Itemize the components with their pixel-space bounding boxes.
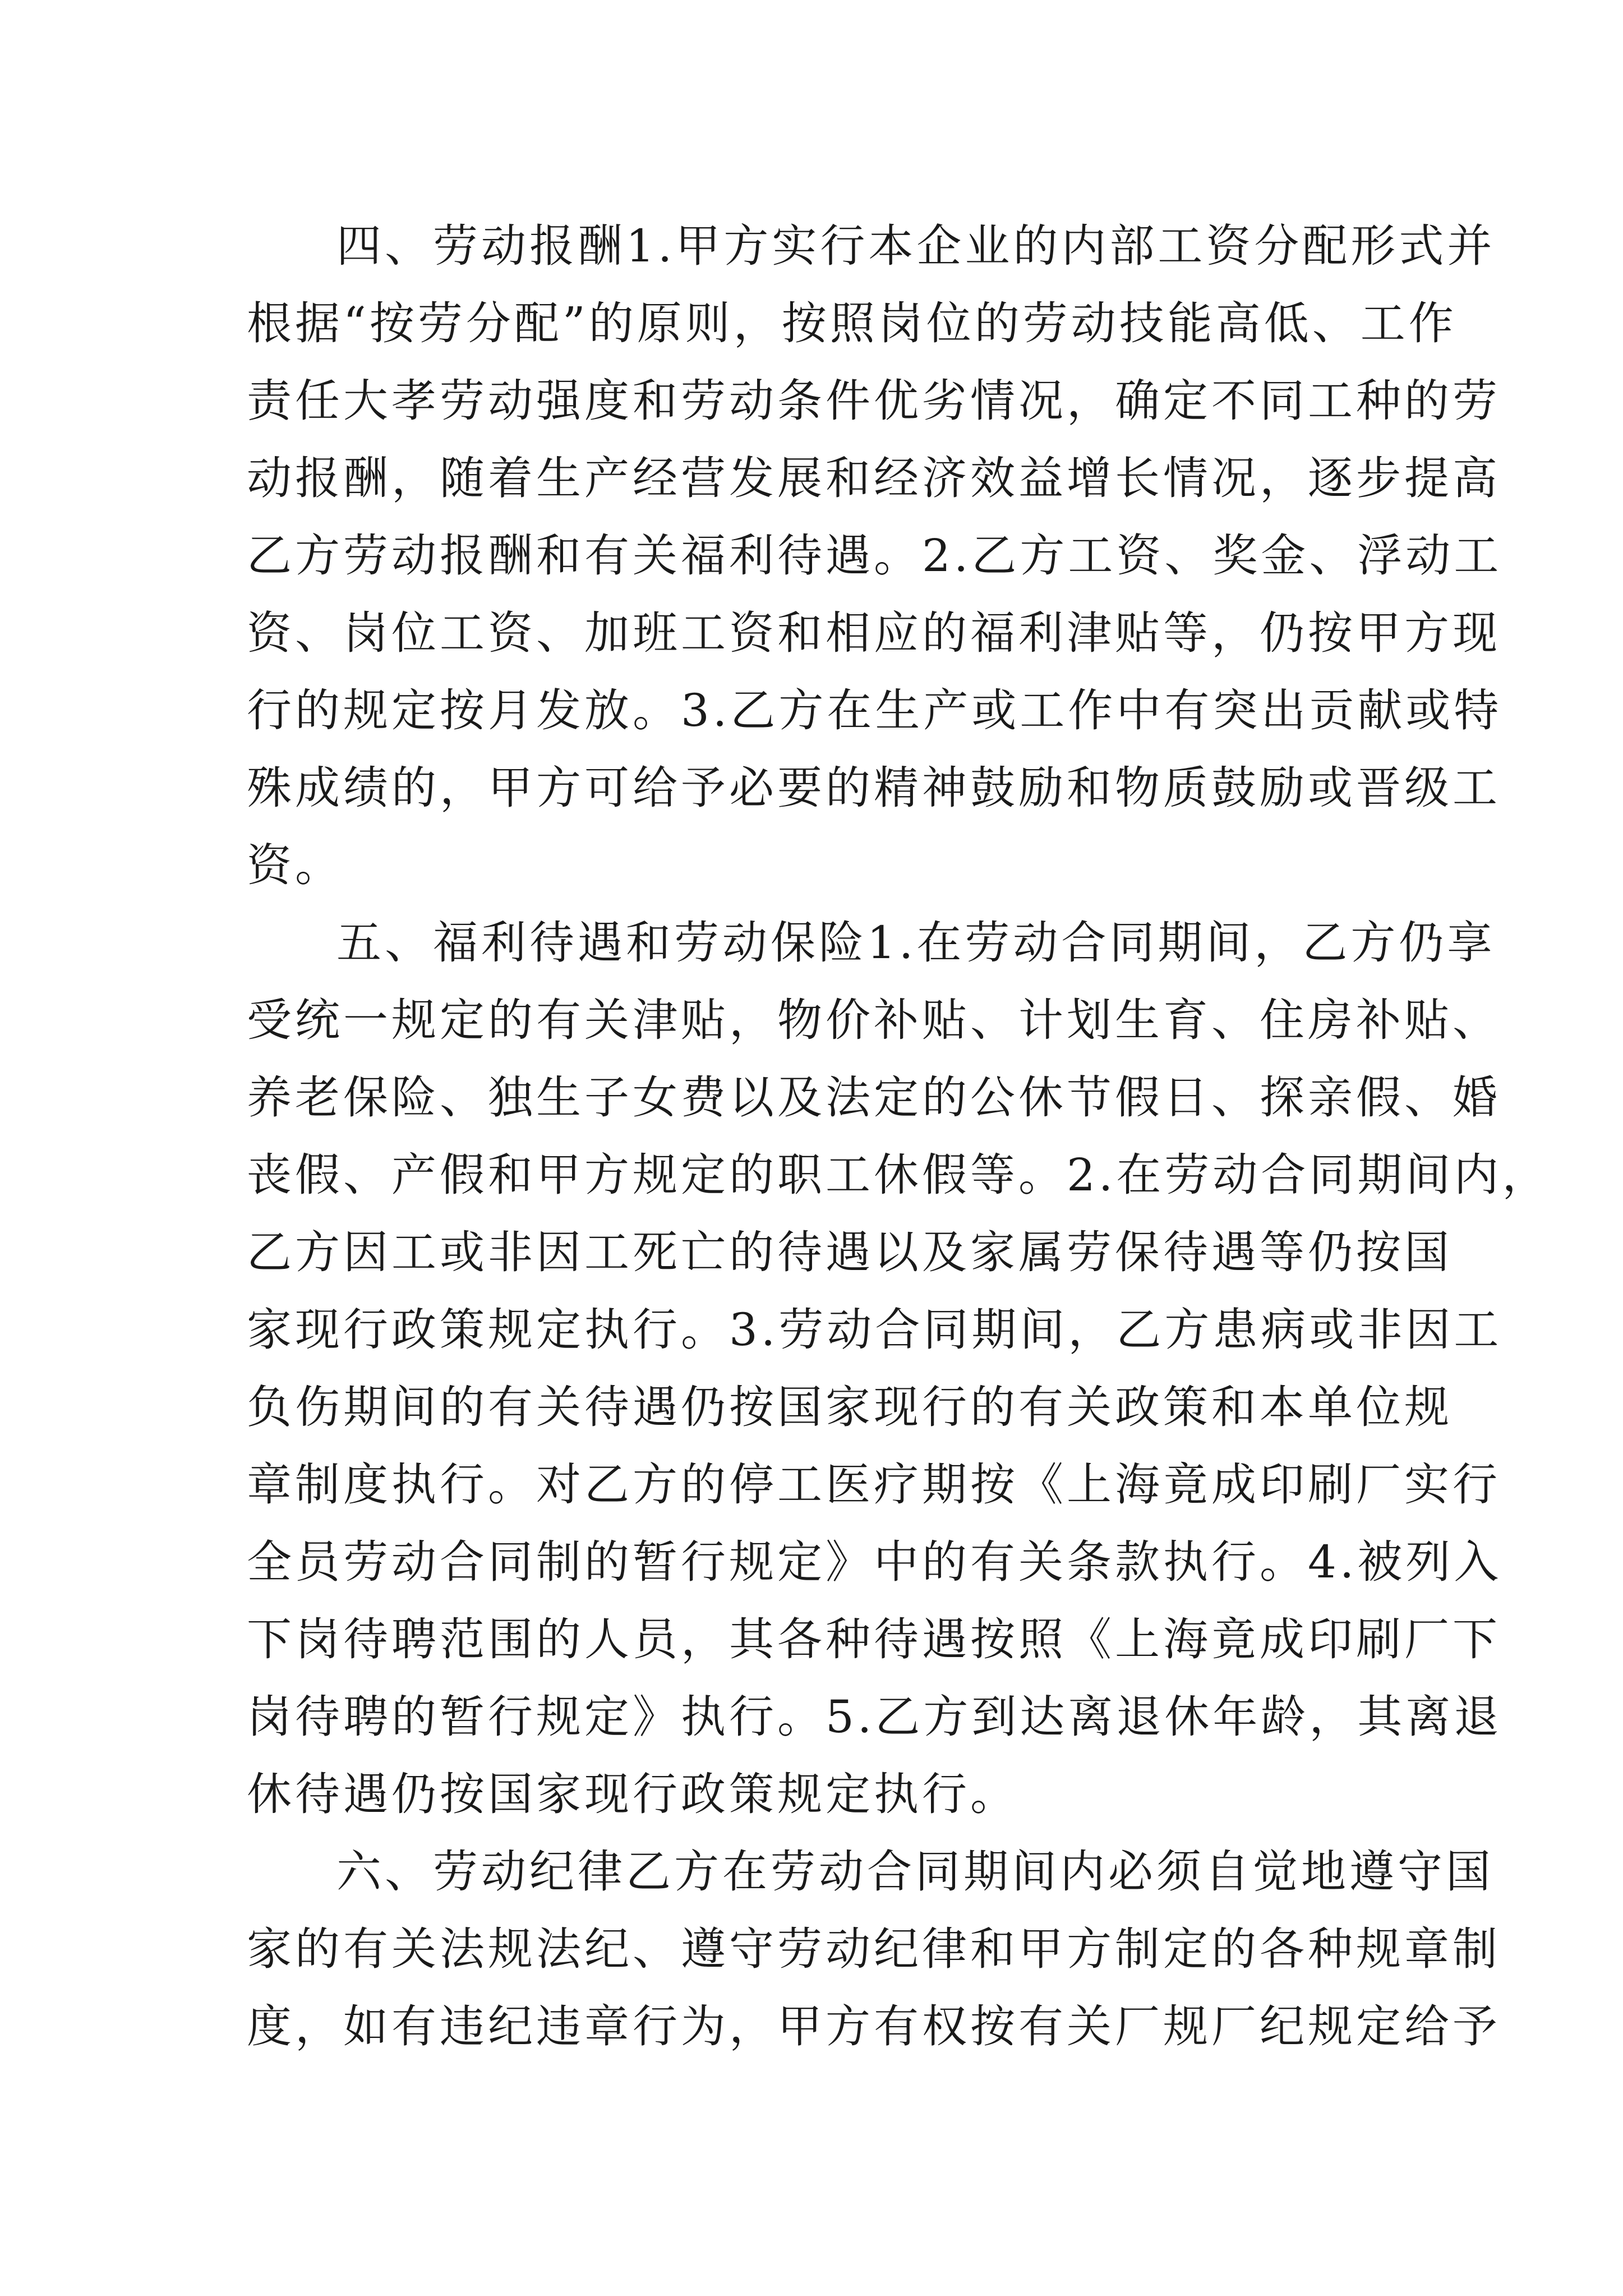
paragraph-6-line-3: 度，如有违纪违章行为，甲方有权按有关厂规厂纪规定给予 [247,2000,1501,2053]
paragraph-4-line-6: 资、岗位工资、加班工资和相应的福利津贴等，仍按甲方现 [247,607,1501,659]
paragraph-5-line-5: 乙方因工或非因工死亡的待遇以及家属劳保待遇等仍按国 [247,1226,1453,1278]
paragraph-4-line-3: 责任大孝劳动强度和劳动条件优劣情况，确定不同工种的劳 [247,375,1501,427]
document-body [247,208,1551,2065]
paragraph-5-line-2: 受统一规定的有关津贴，物价补贴、计划生育、住房补贴、 [247,994,1501,1046]
paragraph-4-line-5: 乙方劳动报酬和有关福利待遇。2.乙方工资、奖金、浮动工 [247,530,1502,582]
paragraph-4-line-7: 行的规定按月发放。3.乙方在生产或工作中有突出贡献或特 [247,684,1502,737]
paragraph-5-line-8: 章制度执行。对乙方的停工医疗期按《上海竟成印刷厂实行 [247,1458,1501,1511]
paragraph-5-line-6: 家现行政策规定执行。3.劳动合同期间，乙方患病或非因工 [247,1304,1502,1356]
paragraph-5-line-10: 下岗待聘范围的人员，其各种待遇按照《上海竟成印刷厂下 [247,1613,1501,1665]
paragraph-4-line-1: 四、劳动报酬1.甲方实行本企业的内部工资分配形式并 [336,220,1496,272]
paragraph-5-line-12: 休待遇仍按国家现行政策规定执行。 [247,1768,1018,1820]
paragraph-5-line-9: 全员劳动合同制的暂行规定》中的有关条款执行。4.被列入 [247,1536,1502,1588]
paragraph-5-line-7: 负伤期间的有关待遇仍按国家现行的有关政策和本单位规 [247,1381,1453,1433]
paragraph-5-line-4: 丧假、产假和甲方规定的职工休假等。2.在劳动合同期间内， [247,1149,1551,1201]
paragraph-4-line-8: 殊成绩的，甲方可给予必要的精神鼓励和物质鼓励或晋级工 [247,762,1501,814]
paragraph-6-line-1: 六、劳动纪律乙方在劳动合同期间内必须自觉地遵守国 [336,1846,1494,1898]
paragraph-4-line-4: 动报酬，随着生产经营发展和经济效益增长情况，逐步提高 [247,452,1501,504]
paragraph-5-line-1: 五、福利待遇和劳动保险1.在劳动合同期间，乙方仍享 [336,917,1496,969]
paragraph-4-line-2: 根据“按劳分配”的原则，按照岗位的劳动技能高低、工作 [247,297,1457,349]
paragraph-6-line-2: 家的有关法规法纪、遵守劳动纪律和甲方制定的各种规章制 [247,1923,1501,1975]
paragraph-4-line-9: 资。 [247,839,343,891]
paragraph-5-line-11: 岗待聘的暂行规定》执行。5.乙方到达离退休年龄，其离退 [247,1691,1502,1743]
paragraph-5-line-3: 养老保险、独生子女费以及法定的公休节假日、探亲假、婚 [247,1071,1501,1124]
